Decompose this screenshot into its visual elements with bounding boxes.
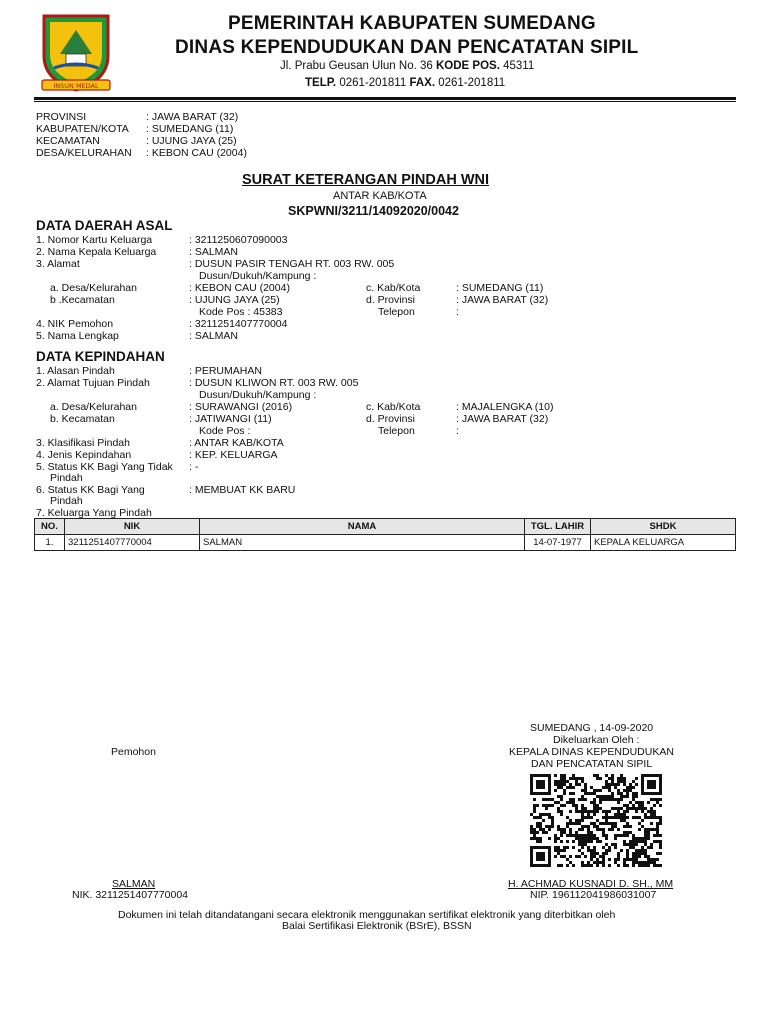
pindah-status-label-2: Pindah — [50, 495, 83, 507]
col-no: NO. — [35, 519, 65, 535]
asal-kecamatan-label: b .Kecamatan — [50, 294, 115, 306]
region-provinsi-label: PROVINSI — [36, 111, 87, 123]
document-subtitle: ANTAR KAB/KOTA — [333, 190, 427, 202]
asal-desa-value: : KEBON CAU (2004) — [189, 282, 290, 294]
cell-tgl-lahir: 14-07-1977 — [525, 535, 591, 551]
col-tgl-lahir: TGL. LAHIR — [525, 519, 591, 535]
header-line-2: DINAS KEPENDUDUKAN DAN PENCATATAN SIPIL — [175, 37, 639, 58]
col-nama: NAMA — [200, 519, 525, 535]
pindah-provinsi-value: : JAWA BARAT (32) — [456, 413, 549, 425]
table-row — [35, 535, 736, 551]
asal-nik-label: 4. NIK Pemohon — [36, 318, 114, 330]
pindah-alasan-value: : PERUMAHAN — [189, 365, 262, 377]
header-rule-thin — [34, 101, 736, 102]
pindah-alamat-label: 2. Alamat Tujuan Pindah — [36, 377, 150, 389]
region-kabupaten-label: KABUPATEN/KOTA — [36, 123, 129, 135]
pindah-desa-value: : SURAWANGI (2016) — [189, 401, 293, 413]
region-kecamatan-value: : UJUNG JAYA (25) — [146, 135, 237, 147]
asal-alamat-label: 3. Alamat — [36, 258, 80, 270]
pindah-status-tidak-value: : - — [189, 461, 199, 473]
header-contact — [305, 77, 505, 89]
col-shdk: SHDK — [591, 519, 736, 535]
asal-kodepos: Kode Pos : 45383 — [199, 306, 283, 318]
logo-motto: INSUN MEDAL — [53, 82, 99, 90]
asal-kabkota-value: : SUMEDANG (11) — [456, 282, 544, 294]
asal-nama-label: 5. Nama Lengkap — [36, 330, 119, 342]
telp-value: 0261-201811 — [339, 77, 407, 89]
section-heading-asal: DATA DAERAH ASAL — [36, 218, 173, 233]
asal-kk-value: : 3211250607090003 — [189, 234, 288, 246]
asal-nama-value: : SALMAN — [189, 330, 239, 342]
address-text: Jl. Prabu Geusan Ulun No. 36 — [280, 60, 433, 72]
pindah-kabkota-label: c. Kab/Kota — [366, 401, 421, 413]
telp-label: TELP. — [305, 77, 337, 89]
asal-kk-label: 1. Nomor Kartu Keluarga — [36, 234, 153, 246]
applicant-name: SALMAN — [112, 878, 156, 890]
asal-provinsi-value: : JAWA BARAT (32) — [456, 294, 549, 306]
region-desa-value: : KEBON CAU (2004) — [146, 147, 247, 159]
asal-provinsi-label: d. Provinsi — [366, 294, 416, 306]
pindah-provinsi-label: d. Provinsi — [366, 413, 416, 425]
header-line-1: PEMERINTAH KABUPATEN SUMEDANG — [228, 13, 596, 34]
pindah-telepon-value: : — [456, 425, 459, 437]
col-nik: NIK — [65, 519, 200, 535]
cell-nik: 3211251407770004 — [65, 535, 200, 551]
kodepos-label: KODE POS. — [435, 60, 500, 72]
asal-alamat-value: : DUSUN PASIR TENGAH RT. 003 RW. 005 — [189, 258, 395, 270]
asal-nik-value: : 3211251407770004 — [189, 318, 288, 330]
section-heading-kepindahan: DATA KEPINDAHAN — [36, 349, 165, 364]
region-provinsi-value: : JAWA BARAT (32) — [146, 111, 239, 123]
asal-kepala-label: 2. Nama Kepala Keluarga — [36, 246, 157, 258]
pindah-kecamatan-label: b. Kecamatan — [50, 413, 115, 425]
sign-place-date: SUMEDANG , 14-09-2020 — [530, 722, 654, 734]
asal-dusun-label: Dusun/Dukuh/Kampung : — [199, 270, 317, 282]
footer-line-2: Balai Sertifikasi Elektronik (BSrE), BSSN — [282, 920, 472, 932]
cell-nama: SALMAN — [200, 535, 525, 551]
pindah-telepon-label: Telepon — [378, 425, 415, 437]
table-header-row — [35, 519, 736, 535]
pindah-kabkota-value: : MAJALENGKA (10) — [456, 401, 554, 413]
pindah-klasifikasi-label: 3. Klasifikasi Pindah — [36, 437, 130, 449]
pindah-desa-label: a. Desa/Kelurahan — [50, 401, 137, 413]
pindah-dusun-label: Dusun/Dukuh/Kampung : — [199, 389, 317, 401]
region-desa-label: DESA/KELURAHAN — [36, 147, 132, 159]
cell-shdk: KEPALA KELUARGA — [591, 535, 736, 551]
pindah-kodepos: Kode Pos : — [199, 425, 251, 437]
pindah-status-tidak-label: 5. Status KK Bagi Yang Tidak — [36, 461, 173, 473]
pindah-alamat-value: : DUSUN KLIWON RT. 003 RW. 005 — [189, 377, 359, 389]
sign-issued-by: Dikeluarkan Oleh : — [553, 734, 640, 746]
pindah-klasifikasi-value: : ANTAR KAB/KOTA — [189, 437, 284, 449]
sign-office-1: KEPALA DINAS KEPENDUDUKAN — [509, 746, 674, 758]
region-kabupaten-value: : SUMEDANG (11) — [146, 123, 234, 135]
kodepos-value: 45311 — [503, 60, 535, 72]
asal-kecamatan-value: : UJUNG JAYA (25) — [189, 294, 280, 306]
footer-line-1: Dokumen ini telah ditandatangani secara elektronik menggunakan sertifikat elektronik yang diterbitkan oleh — [118, 909, 616, 921]
pindah-jenis-value: : KEP. KELUARGA — [189, 449, 278, 461]
applicant-nik: NIK. 3211251407770004 — [72, 889, 188, 901]
sign-office-2: DAN PENCATATAN SIPIL — [531, 758, 653, 770]
pindah-kecamatan-value: : JATIWANGI (11) — [189, 413, 272, 425]
pindah-status-value: : MEMBUAT KK BARU — [189, 484, 296, 496]
asal-telepon-label: Telepon — [378, 306, 415, 318]
pindah-status-tidak-label-2: Pindah — [50, 472, 83, 484]
asal-kabkota-label: c. Kab/Kota — [366, 282, 421, 294]
official-nip: NIP. 196112041986031007 — [530, 889, 657, 901]
document-number: SKPWNI/3211/14092020/0042 — [288, 204, 459, 218]
asal-telepon-value: : — [456, 306, 459, 318]
pindah-status-label: 6. Status KK Bagi Yang — [36, 484, 145, 496]
asal-kepala-value: : SALMAN — [189, 246, 239, 258]
cell-no: 1. — [35, 535, 65, 551]
pindah-jenis-label: 4. Jenis Kepindahan — [36, 449, 132, 461]
region-kecamatan-label: KECAMATAN — [36, 135, 100, 147]
header-rule-thick — [34, 97, 736, 100]
pindah-alasan-label: 1. Alasan Pindah — [36, 365, 115, 377]
regency-emblem-logo — [38, 10, 114, 94]
applicant-label: Pemohon — [111, 746, 156, 758]
official-name: H. ACHMAD KUSNADI D. SH., MM — [508, 878, 674, 890]
document-title: SURAT KETERANGAN PINDAH WNI — [242, 172, 490, 188]
header-address — [280, 60, 534, 72]
qr-code — [530, 774, 662, 868]
fax-value: 0261-201811 — [438, 77, 506, 89]
pindah-keluarga-label: 7. Keluarga Yang Pindah — [36, 507, 152, 519]
fax-label: FAX. — [409, 77, 436, 89]
family-table — [34, 518, 736, 551]
asal-desa-label: a. Desa/Kelurahan — [50, 282, 137, 294]
